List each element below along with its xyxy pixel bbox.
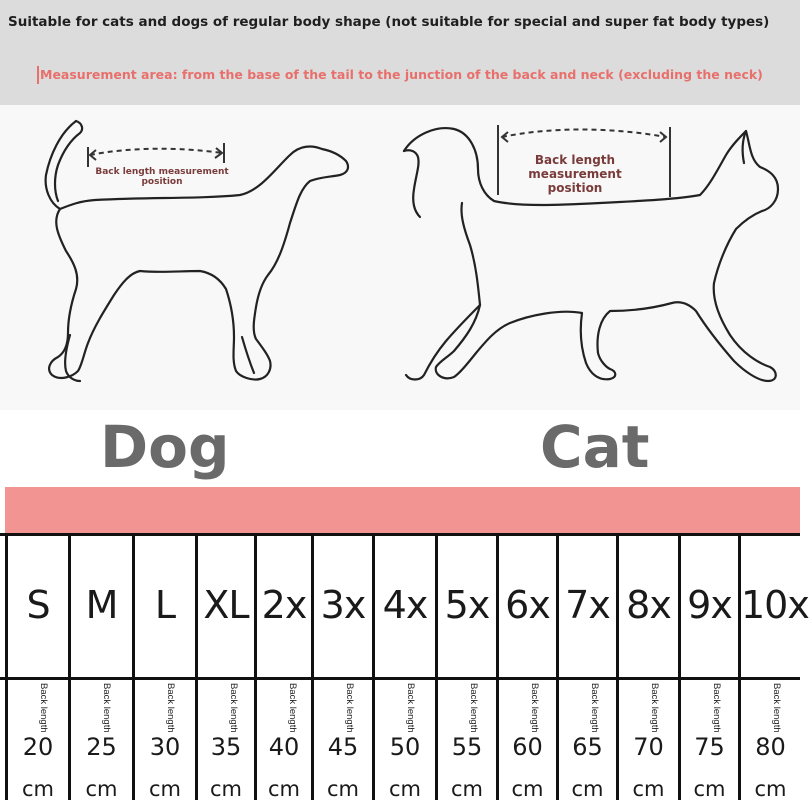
back-length-value: 60 (512, 733, 543, 761)
unit-label: cm (450, 777, 483, 801)
back-length-caption: Back length (228, 683, 239, 733)
size-chart-header-band (5, 487, 800, 533)
back-length-value: 75 (694, 733, 725, 761)
back-length-caption: Back length (101, 683, 112, 733)
dog-dimension-arrow (88, 143, 224, 167)
unit-label: cm (85, 777, 118, 801)
back-length-value: 35 (210, 733, 242, 761)
size-label: 2x (261, 583, 307, 627)
back-length-caption: Back length (165, 683, 176, 733)
size-chart-grid (0, 533, 809, 801)
size-column (435, 533, 496, 800)
size-label: 4x (382, 583, 428, 627)
back-length-caption: Back length (287, 683, 298, 733)
size-label: XL (203, 583, 249, 627)
back-length-value: 55 (451, 733, 483, 761)
size-column (556, 533, 616, 800)
unit-label: cm (693, 777, 726, 801)
back-length-value: 70 (633, 733, 664, 761)
unit-label: cm (326, 777, 359, 801)
back-length-caption: Back length (405, 683, 416, 733)
size-column (496, 533, 556, 800)
unit-label: cm (754, 777, 787, 801)
size-column (678, 533, 738, 800)
dog-outline-icon (46, 121, 348, 381)
dog-dimension-label: Back length measurement position (95, 167, 229, 187)
unit-label: cm (388, 777, 421, 801)
size-column (68, 533, 132, 800)
size-column (616, 533, 678, 800)
back-length-value: 40 (268, 733, 300, 761)
size-label: L (154, 583, 176, 627)
back-length-value: 45 (327, 733, 359, 761)
cat-label: Cat (540, 413, 650, 481)
unit-label: cm (632, 777, 665, 801)
size-label: 7x (565, 583, 610, 627)
back-length-caption: Back length (589, 683, 600, 733)
header-banner (0, 0, 800, 105)
unit-label: cm (267, 777, 300, 801)
back-length-caption: Back length (344, 683, 355, 733)
size-column (311, 533, 372, 800)
size-label: S (26, 583, 50, 627)
size-label: 8x (626, 583, 671, 627)
unit-label: cm (209, 777, 242, 801)
size-column (195, 533, 254, 800)
back-length-value: 30 (149, 733, 181, 761)
pet-outline-drawing (0, 105, 800, 410)
size-column (372, 533, 435, 800)
size-label: M (85, 583, 118, 627)
unit-label: cm (511, 777, 544, 801)
suitability-note: Suitable for cats and dogs of regular body shape (not suitable for special and super fat body types) (8, 14, 770, 30)
back-length-value: 80 (755, 733, 786, 761)
size-label: 9x (687, 583, 732, 627)
back-length-caption: Back length (468, 683, 479, 733)
back-length-caption: Back length (529, 683, 540, 733)
measurement-area-note: Measurement area: from the base of the tail to the junction of the back and neck (excluding the neck) (40, 67, 763, 82)
size-column (132, 533, 195, 800)
size-column (5, 533, 68, 800)
back-length-value: 25 (86, 733, 117, 761)
size-label: 10x (741, 583, 809, 627)
dog-label: Dog (100, 413, 230, 481)
unit-label: cm (571, 777, 604, 801)
unit-label: cm (21, 777, 54, 801)
back-length-value: 20 (22, 733, 54, 761)
back-length-caption: Back length (711, 683, 722, 733)
size-label: 5x (444, 583, 490, 627)
size-label: 6x (505, 583, 550, 627)
back-length-value: 50 (389, 733, 421, 761)
unit-label: cm (148, 777, 181, 801)
back-length-value: 65 (572, 733, 603, 761)
cat-dimension-label: Back length measurement position (528, 153, 622, 195)
measurement-illustration (0, 105, 800, 410)
size-label: 3x (320, 583, 366, 627)
text-cursor (37, 66, 39, 84)
back-length-caption: Back length (38, 683, 49, 733)
back-length-caption: Back length (649, 683, 660, 733)
size-column (738, 533, 809, 801)
back-length-caption: Back length (771, 683, 782, 733)
size-column (254, 533, 311, 800)
